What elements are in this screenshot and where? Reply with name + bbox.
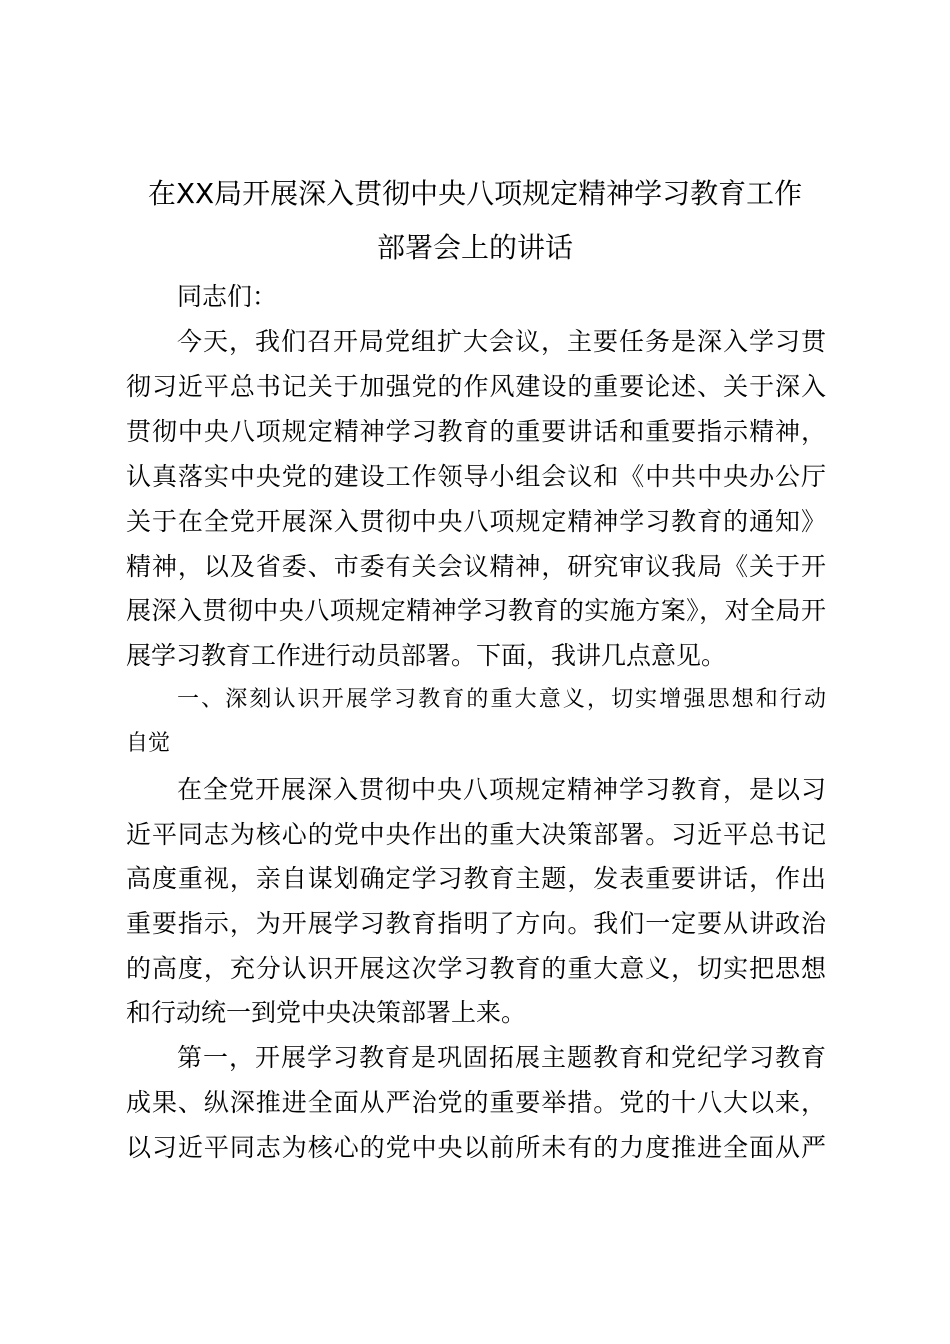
paragraph-3-line: 成果、纵深推进全面从严治党的重要举措。党的十八大以来，: [126, 1088, 826, 1117]
paragraph-3-line: 第一，开展学习教育是巩固拓展主题教育和党纪学习教育: [177, 1043, 826, 1072]
salutation: 同志们：: [177, 282, 278, 311]
paragraph-1-line: 精神，以及省委、市委有关会议精神，研究审议我局《关于开: [126, 552, 826, 581]
document-title-line-2: 部署会上的讲话: [376, 231, 573, 264]
paragraph-2-line: 的高度，充分认识开展这次学习教育的重大意义，切实把思想: [126, 954, 826, 983]
paragraph-1-line: 彻习近平总书记关于加强党的作风建设的重要论述、关于深入: [126, 372, 826, 401]
paragraph-2-line: 在全党开展深入贯彻中央八项规定精神学习教育，是以习: [177, 775, 826, 804]
paragraph-2-line: 和行动统一到党中央决策部署上来。: [126, 998, 527, 1027]
paragraph-2-line: 高度重视，亲自谋划确定学习教育主题，发表重要讲话，作出: [126, 864, 826, 893]
paragraph-2-line: 重要指示，为开展学习教育指明了方向。我们一定要从讲政治: [126, 909, 826, 938]
paragraph-1-line: 展深入贯彻中央八项规定精神学习教育的实施方案》，对全局开: [126, 596, 826, 625]
paragraph-1-line: 今天，我们召开局党组扩大会议，主要任务是深入学习贯: [177, 327, 826, 356]
section-1-heading-line: 一、深刻认识开展学习教育的重大意义，切实增强思想和行动: [177, 687, 826, 712]
paragraph-1-line: 关于在全党开展深入贯彻中央八项规定精神学习教育的通知》: [126, 507, 826, 536]
paragraph-1-line: 展学习教育工作进行动员部署。下面，我讲几点意见。: [126, 641, 727, 670]
paragraph-2-line: 近平同志为核心的党中央作出的重大决策部署。习近平总书记: [126, 820, 826, 849]
paragraph-1-line: 认真落实中央党的建设工作领导小组会议和《中共中央办公厅: [126, 462, 826, 491]
paragraph-3-line: 以习近平同志为核心的党中央以前所未有的力度推进全面从严: [126, 1133, 826, 1162]
document-title-line-1: 在XX局开展深入贯彻中央八项规定精神学习教育工作: [147, 177, 803, 210]
paragraph-1-line: 贯彻中央八项规定精神学习教育的重要讲话和重要指示精神，: [126, 417, 826, 446]
section-1-heading-line: 自觉: [126, 731, 171, 756]
